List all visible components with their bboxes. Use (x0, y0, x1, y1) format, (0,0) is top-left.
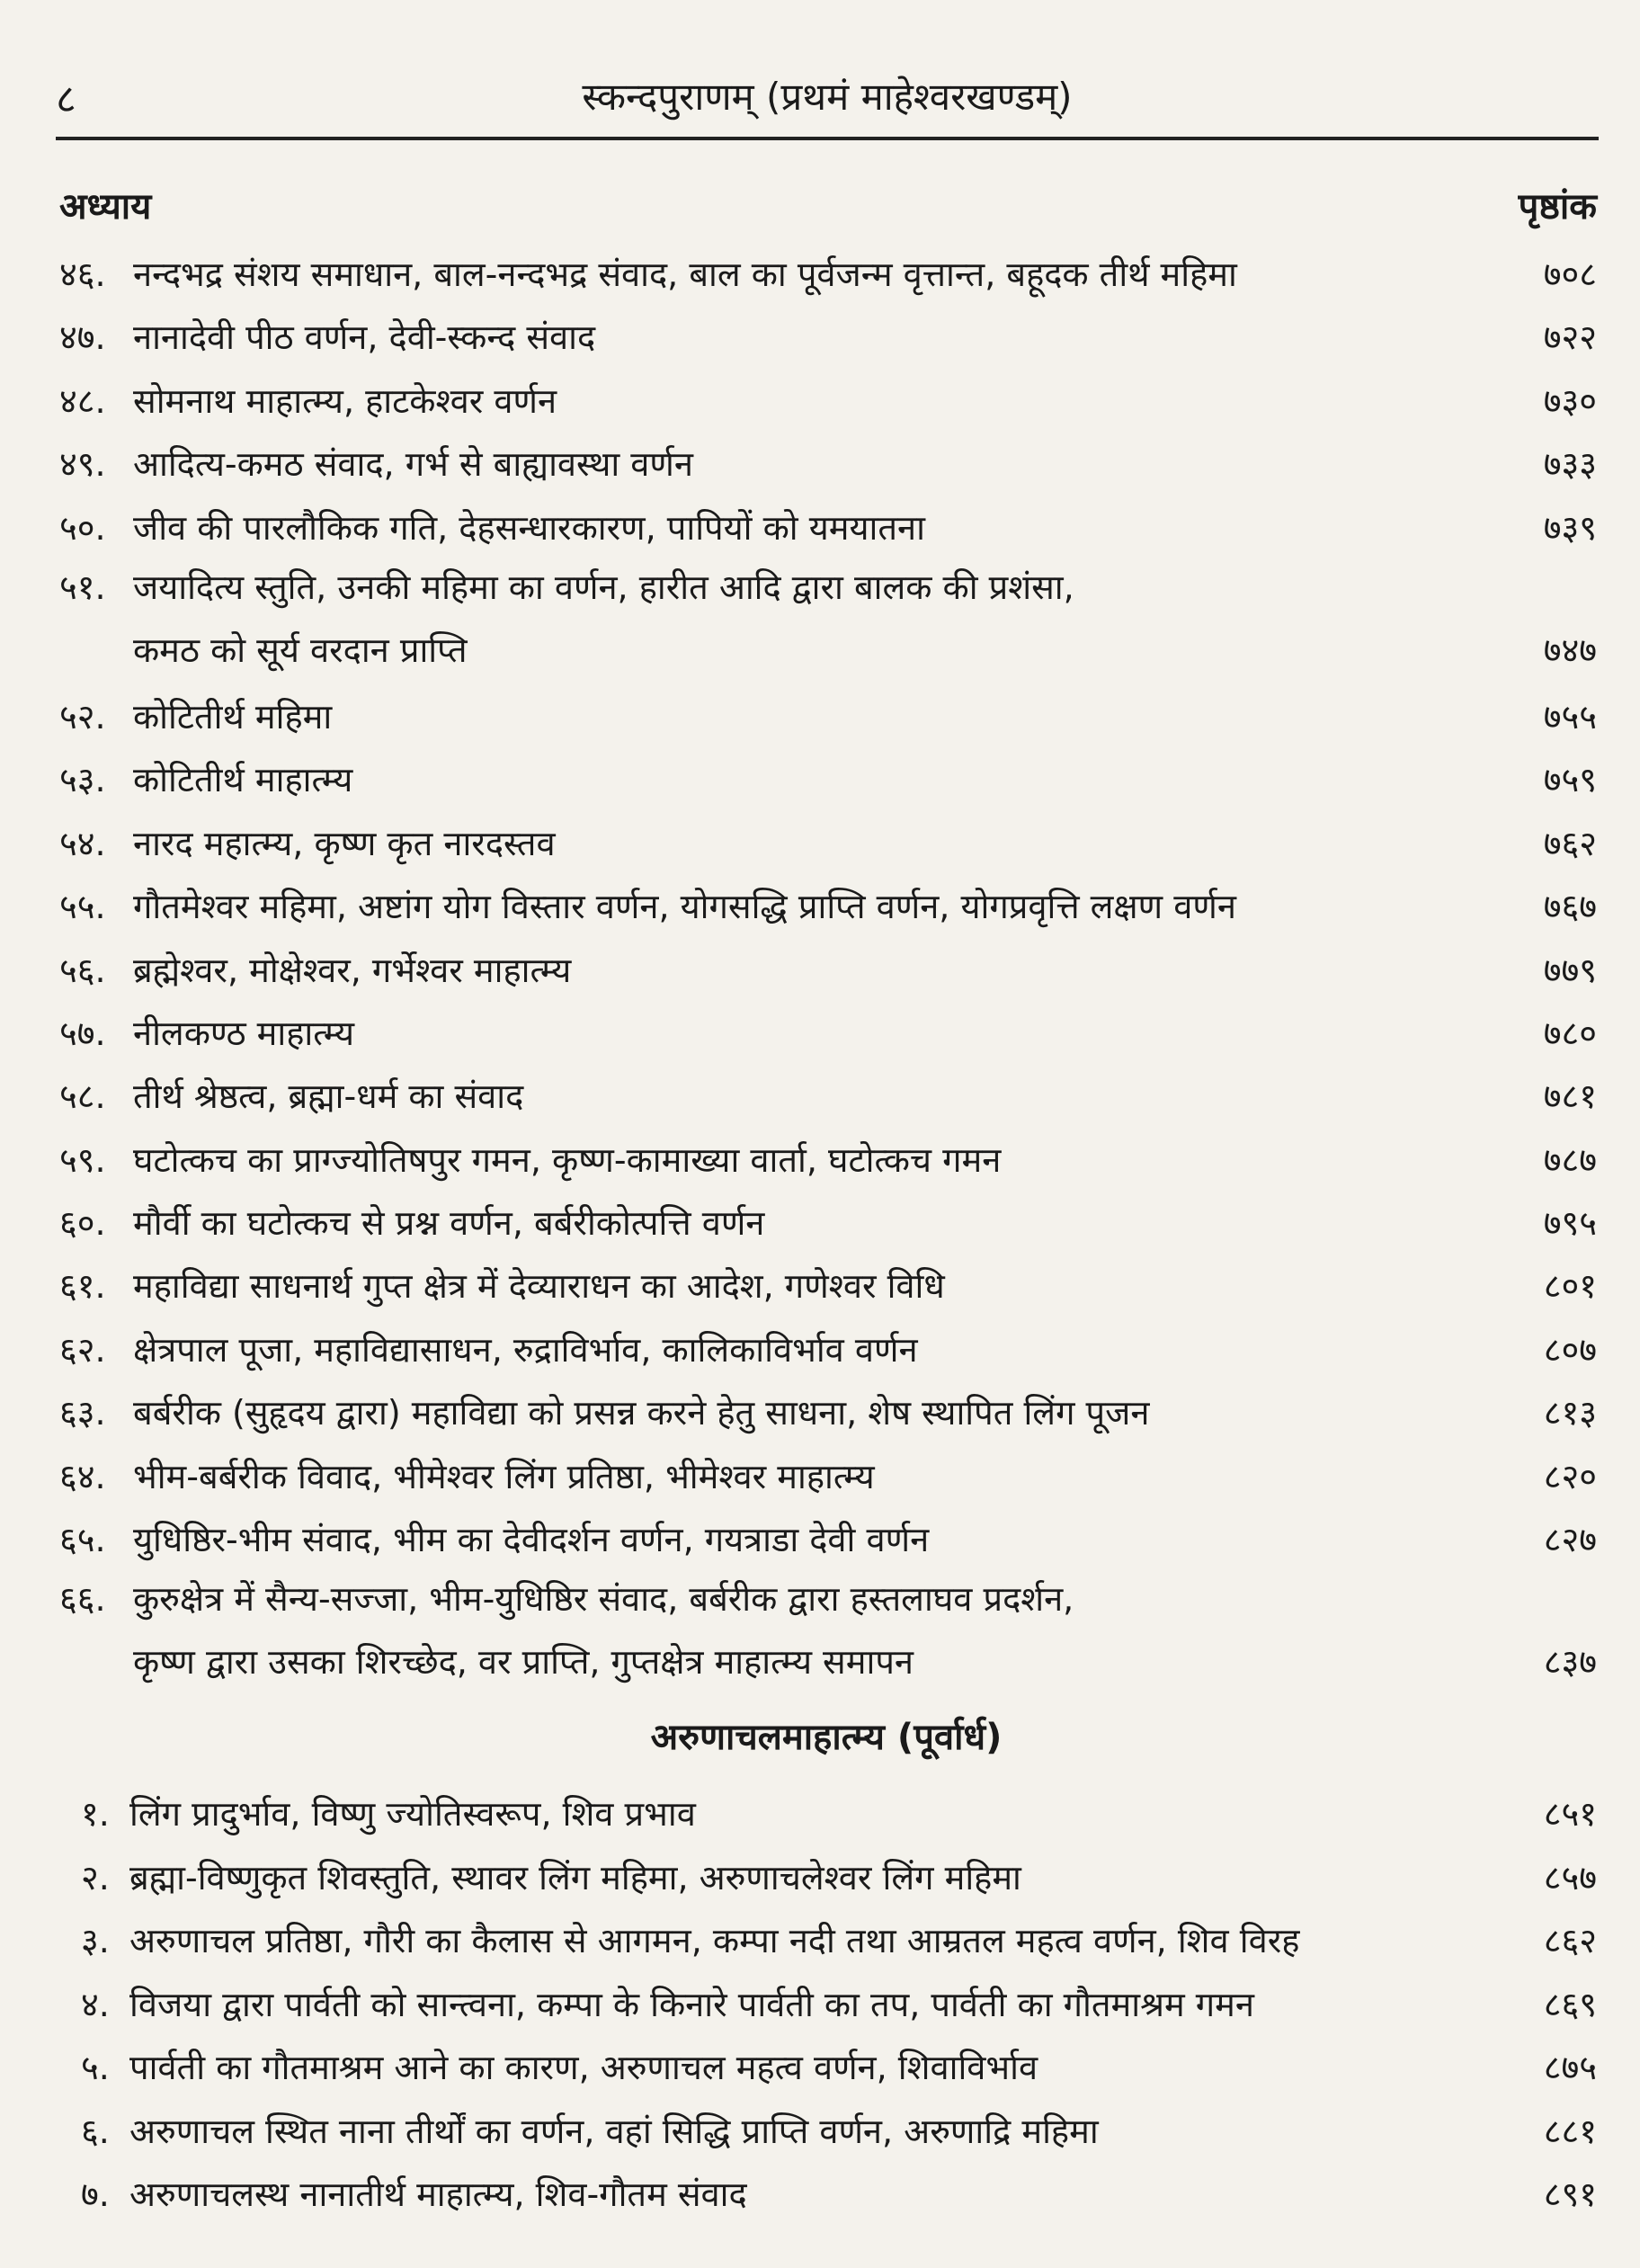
chapter-title: नन्दभद्र संशय समाधान, बाल-नन्दभद्र संवाद, बाल का पूर्वजन्म वृत्तान्त, बहूदक तीर्थ महिमा (133, 254, 1237, 294)
chapter-title: अरुणाचलस्थ नानातीर्थ माहात्म्य, शिव-गौतम संवाद (129, 2174, 747, 2214)
chapter-title: अरुणाचल प्रतिष्ठा, गौरी का कैलास से आगमन, कम्पा नदी तथा आम्रतल महत्व वर्णन, शिव विरह (129, 1921, 1300, 1960)
toc-row (56, 1129, 1597, 1192)
chapter-number: ६६. (59, 1579, 106, 1620)
chapter-title: ब्रह्मेश्वर, मोक्षेश्वर, गर्भेश्वर माहात्म्य (133, 950, 572, 990)
page-ref: ८८१ (1543, 2111, 1597, 2151)
chapter-title: बर्बरीक (सुहृदय द्वारा) महाविद्या को प्रसन्न करने हेतु साधना, शेष स्थापित लिंग पूजन (133, 1393, 1150, 1433)
chapter-number: ४७. (59, 317, 106, 358)
page-ref: ८०१ (1543, 1266, 1597, 1307)
chapter-number: ४. (81, 1984, 110, 2024)
toc-row (72, 2163, 1597, 2227)
page-ref: ७४७ (1543, 630, 1597, 670)
chapter-number: ६४. (59, 1456, 106, 1496)
chapter-title: लिंग प्रादुर्भाव, विष्णु ज्योतिस्वरूप, शिव प्रभाव (129, 1794, 696, 1834)
toc-row (56, 939, 1597, 1002)
toc-row (56, 1571, 1597, 1627)
chapter-number: ६१. (59, 1266, 106, 1307)
chapter-title: विजया द्वारा पार्वती को सान्त्वना, कम्पा के किनारे पार्वती का तप, पार्वती का गौतमाश्रम गमन (129, 1984, 1254, 2024)
toc-row (56, 1445, 1597, 1508)
table-of-contents (56, 243, 1597, 1697)
page-ref: ७३९ (1543, 507, 1597, 548)
page-ref: ८२७ (1543, 1520, 1597, 1560)
toc-row (72, 1846, 1597, 1910)
chapter-number: १. (81, 1794, 110, 1834)
page-ref: ८७५ (1543, 2048, 1597, 2087)
toc-row (56, 1192, 1597, 1255)
page-ref: ७८० (1543, 1013, 1597, 1053)
toc-row (72, 1909, 1597, 1973)
chapter-title: मौर्वी का घटोत्कच से प्रश्न वर्णन, बर्बरीकोत्पत्ति वर्णन (133, 1203, 765, 1244)
page-ref: ८६९ (1543, 1984, 1597, 2024)
chapter-title: सोमनाथ माहात्म्य, हाटकेश्वर वर्णन (133, 380, 557, 421)
toc-row (56, 812, 1597, 875)
page-ref: ७६२ (1543, 823, 1597, 863)
header-rule (56, 137, 1599, 140)
toc-row (56, 433, 1597, 496)
page-ref: ७८१ (1543, 1076, 1597, 1117)
toc-row (56, 748, 1597, 811)
chapter-title: नानादेवी पीठ वर्णन, देवी-स्कन्द संवाद (133, 317, 596, 358)
toc-row (56, 1508, 1597, 1571)
page-ref: ७३० (1543, 380, 1597, 421)
toc-row (56, 1381, 1597, 1444)
chapter-title: नारद महात्म्य, कृष्ण कृत नारदस्तव (133, 823, 556, 863)
chapter-title: कोटितीर्थ माहात्म्य (133, 760, 353, 800)
page-ref: ७५५ (1543, 696, 1597, 737)
chapter-number: ५८. (59, 1076, 106, 1117)
chapter-number: ५९. (59, 1139, 106, 1180)
chapter-number: ५. (81, 2048, 110, 2087)
page-ref: ७२२ (1543, 317, 1597, 358)
page-number: ८ (56, 76, 76, 122)
chapter-number: ६. (81, 2111, 110, 2151)
chapter-number: ६०. (59, 1203, 106, 1244)
chapter-title: ब्रह्मा-विष्णुकृत शिवस्तुति, स्थावर लिंग महिमा, अरुणाचलेश्वर लिंग महिमा (129, 1857, 1021, 1897)
chapter-title: अरुणाचल स्थित नाना तीर्थों का वर्णन, वहां सिद्धि प्राप्ति वर्णन, अरुणाद्रि महिमा (129, 2111, 1099, 2151)
chapter-number: ५६. (59, 950, 106, 990)
chapter-number: ५४. (59, 823, 106, 863)
book-title: स्कन्दपुराणम् (प्रथमं माहेश्वरखण्डम्) (582, 75, 1073, 119)
chapter-title: पार्वती का गौतमाश्रम आने का कारण, अरुणाचल महत्व वर्णन, शिवाविर्भाव (129, 2048, 1038, 2087)
chapter-title: कुरुक्षेत्र में सैन्य-सज्जा, भीम-युधिष्ठिर संवाद, बर्बरीक द्वारा हस्तलाघव प्रदर्शन, (133, 1579, 1074, 1620)
page-ref: ८५७ (1543, 1857, 1597, 1897)
toc-row-continuation (56, 1627, 1597, 1697)
toc-row-continuation (56, 615, 1597, 685)
chapter-number: ५३. (59, 760, 106, 800)
toc-row (56, 1002, 1597, 1065)
running-head (56, 70, 1599, 133)
toc-row (56, 496, 1597, 559)
chapter-title: कोटितीर्थ महिमा (133, 696, 333, 737)
chapter-number: ७. (81, 2174, 110, 2214)
page-ref: ८६२ (1543, 1921, 1597, 1960)
chapter-number: ६२. (59, 1329, 106, 1370)
chapter-title: आदित्य-कमठ संवाद, गर्भ से बाह्यावस्था वर्णन (133, 444, 693, 485)
toc-row (72, 2036, 1597, 2100)
chapter-title: जीव की पारलौकिक गति, देहसन्धारकारण, पापियों को यमयातना (133, 507, 925, 548)
chapter-title-continued: कमठ को सूर्य वरदान प्राप्ति (133, 630, 468, 670)
chapter-number: ४६. (59, 254, 106, 294)
chapter-number: ४८. (59, 380, 106, 421)
chapter-number: ५२. (59, 696, 106, 737)
chapter-number: ३. (81, 1921, 110, 1960)
chapter-title: तीर्थ श्रेष्ठत्व, ब्रह्मा-धर्म का संवाद (133, 1076, 524, 1117)
chapter-title: गौतमेश्वर महिमा, अष्टांग योग विस्तार वर्णन, योगसद्धि प्राप्ति वर्णन, योगप्रवृत्ति लक्षण वर्णन (133, 887, 1236, 927)
section-table-of-contents (72, 1782, 1597, 2227)
toc-row (56, 370, 1597, 433)
chapter-column-heading: अध्याय (59, 186, 152, 228)
chapter-number: ६३. (59, 1393, 106, 1433)
chapter-title: महाविद्या साधनार्थ गुप्त क्षेत्र में देव्याराधन का आदेश, गणेश्वर विधि (133, 1266, 945, 1307)
chapter-title: नीलकण्ठ माहात्म्य (133, 1013, 355, 1053)
page-ref: ७९५ (1543, 1203, 1597, 1244)
chapter-title-continued: कृष्ण द्वारा उसका शिरच्छेद, वर प्राप्ति, गुप्तक्षेत्र माहात्म्य समापन (133, 1642, 914, 1683)
toc-row (56, 875, 1597, 938)
chapter-title: जयादित्य स्तुति, उनकी महिमा का वर्णन, हारीत आदि द्वारा बालक की प्रशंसा, (133, 567, 1074, 607)
chapter-number: ६५. (59, 1520, 106, 1560)
column-headings (56, 180, 1597, 234)
toc-row (56, 306, 1597, 369)
page-ref: ७६७ (1543, 887, 1597, 927)
chapter-title: क्षेत्रपाल पूजा, महाविद्यासाधन, रुद्राविर्भाव, कालिकाविर्भाव वर्णन (133, 1329, 918, 1370)
page-ref: ८१३ (1543, 1393, 1597, 1433)
toc-row (56, 243, 1597, 306)
chapter-number: ५५. (59, 887, 106, 927)
chapter-number: ४९. (59, 444, 106, 485)
chapter-title: युधिष्ठिर-भीम संवाद, भीम का देवीदर्शन वर्णन, गयत्राडा देवी वर्णन (133, 1520, 930, 1560)
chapter-title: भीम-बर्बरीक विवाद, भीमेश्वर लिंग प्रतिष्ठा, भीमेश्वर माहात्म्य (133, 1456, 875, 1496)
page-ref: ८९१ (1543, 2174, 1597, 2214)
toc-row (56, 685, 1597, 748)
page-ref: ८५१ (1543, 1794, 1597, 1834)
page-ref: ७०८ (1543, 254, 1597, 294)
toc-row (56, 559, 1597, 615)
page-ref: ८३७ (1543, 1642, 1597, 1683)
page-ref: ८०७ (1543, 1329, 1597, 1370)
page-ref: ७५९ (1543, 760, 1597, 800)
page-column-heading: पृष्ठांक (1518, 186, 1597, 228)
chapter-number: ५७. (59, 1013, 106, 1053)
toc-row (56, 1318, 1597, 1381)
toc-row (72, 1782, 1597, 1846)
chapter-number: ५०. (59, 507, 106, 548)
chapter-number: ५१. (59, 567, 106, 607)
page-ref: ७८७ (1543, 1139, 1597, 1180)
page-ref: ७३३ (1543, 444, 1597, 485)
page-ref: ८२० (1543, 1456, 1597, 1496)
chapter-number: २. (81, 1857, 110, 1897)
toc-row (72, 1973, 1597, 2037)
section-heading: अरुणाचलमाहात्म्य (पूर्वार्ध) (650, 1717, 1003, 1758)
chapter-title: घटोत्कच का प्राग्ज्योतिषपुर गमन, कृष्ण-कामाख्या वार्ता, घटोत्कच गमन (133, 1139, 1002, 1180)
page-ref: ७७९ (1543, 950, 1597, 990)
toc-row (56, 1065, 1597, 1128)
toc-row (72, 2100, 1597, 2164)
toc-row (56, 1255, 1597, 1317)
